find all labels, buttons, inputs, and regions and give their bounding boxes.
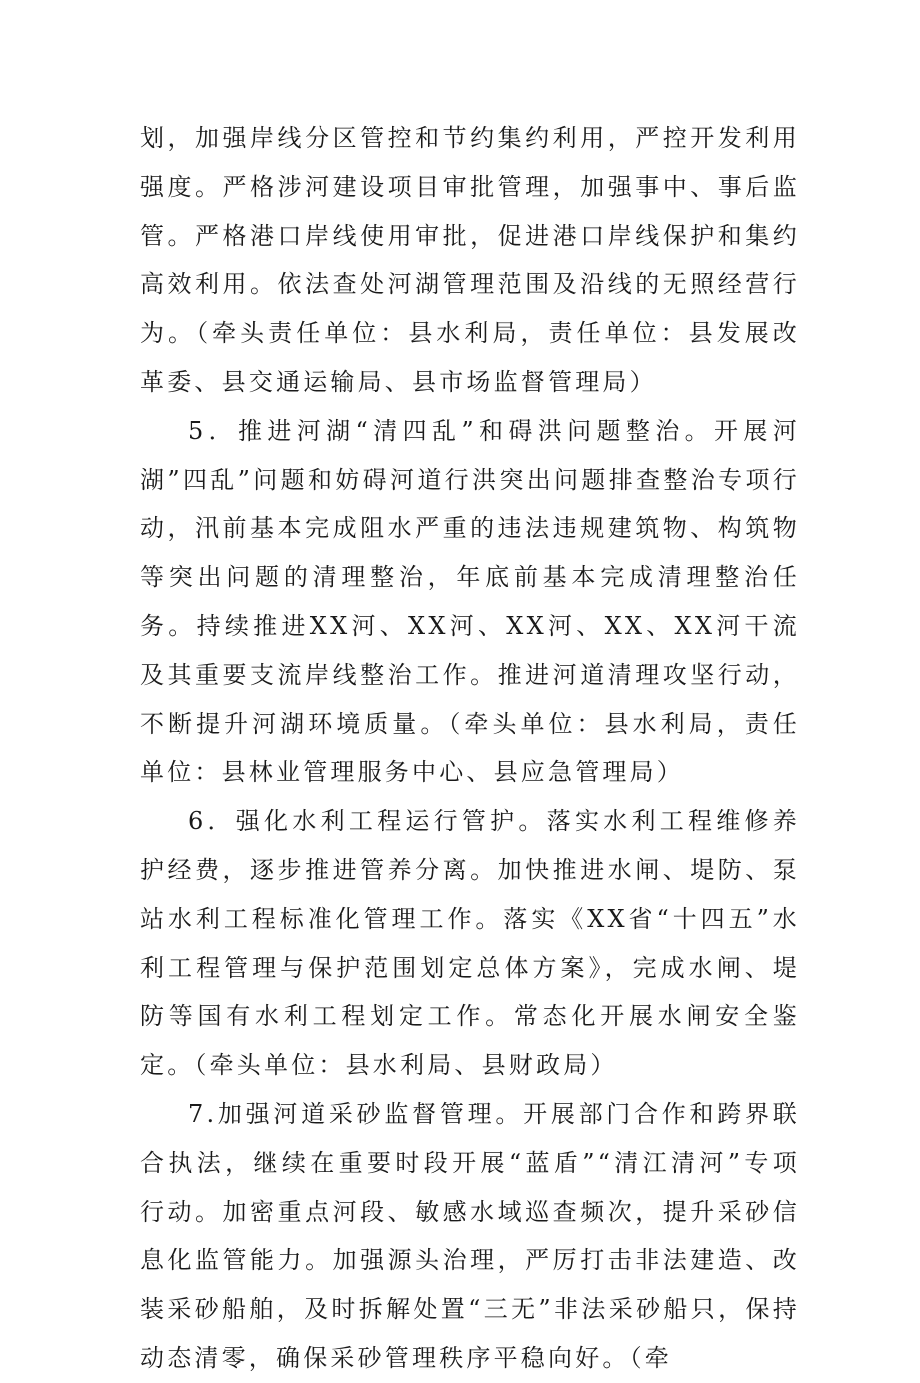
paragraph-continuation: 划，加强岸线分区管控和节约集约利用，严控开发利用强度。严格涉河建设项目审批管理，加强事中、事后监管。严格港口岸线使用审批，促进港口岸线保护和集约高效利用。依法查处河湖管理范围及沿线的无照经营行为。（牵头责任单位：县水利局，责任单位：县发展改革委、县交通运输局、县市场监督管理局） xyxy=(140,124,800,396)
document-body xyxy=(140,114,800,1383)
paragraph-item-6: 6．强化水利工程运行管护。落实水利工程维修养护经费，逐步推进管养分离。加快推进水闸、堤防、泵站水利工程标准化管理工作。落实《XX省“十四五”水利工程管理与保护范围划定总体方案》，完成水闸、堤防等国有水利工程划定工作。常态化开展水闸安全鉴定。（牵头单位：县水利局、县财政局） xyxy=(140,807,800,1080)
paragraph-item-7: 7.加强河道采砂监督管理。开展部门合作和跨界联合执法，继续在重要时段开展“蓝盾”“清江清河”专项行动。加密重点河段、敏感水域巡查频次，提升采砂信息化监管能力。加强源头治理，严厉打击非法建造、改装采砂船舶，及时拆解处置“三无”非法采砂船只，保持动态清零，确保采砂管理秩序平稳向好。（牵 xyxy=(140,1099,800,1372)
paragraph-item-5: 5．推进河湖“清四乱”和碍洪问题整治。开展河湖”四乱”问题和妨碍河道行洪突出问题排查整治专项行动，汛前基本完成阻水严重的违法违规建筑物、构筑物等突出问题的清理整治，年底前基本完成清理整治任务。持续推进XX河、XX河、XX河、XX、XX河干流及其重要支流岸线整治工作。推进河道清理攻坚行动，不断提升河湖环境质量。（牵头单位：县水利局，责任单位：县林业管理服务中心、县应急管理局） xyxy=(140,416,800,787)
